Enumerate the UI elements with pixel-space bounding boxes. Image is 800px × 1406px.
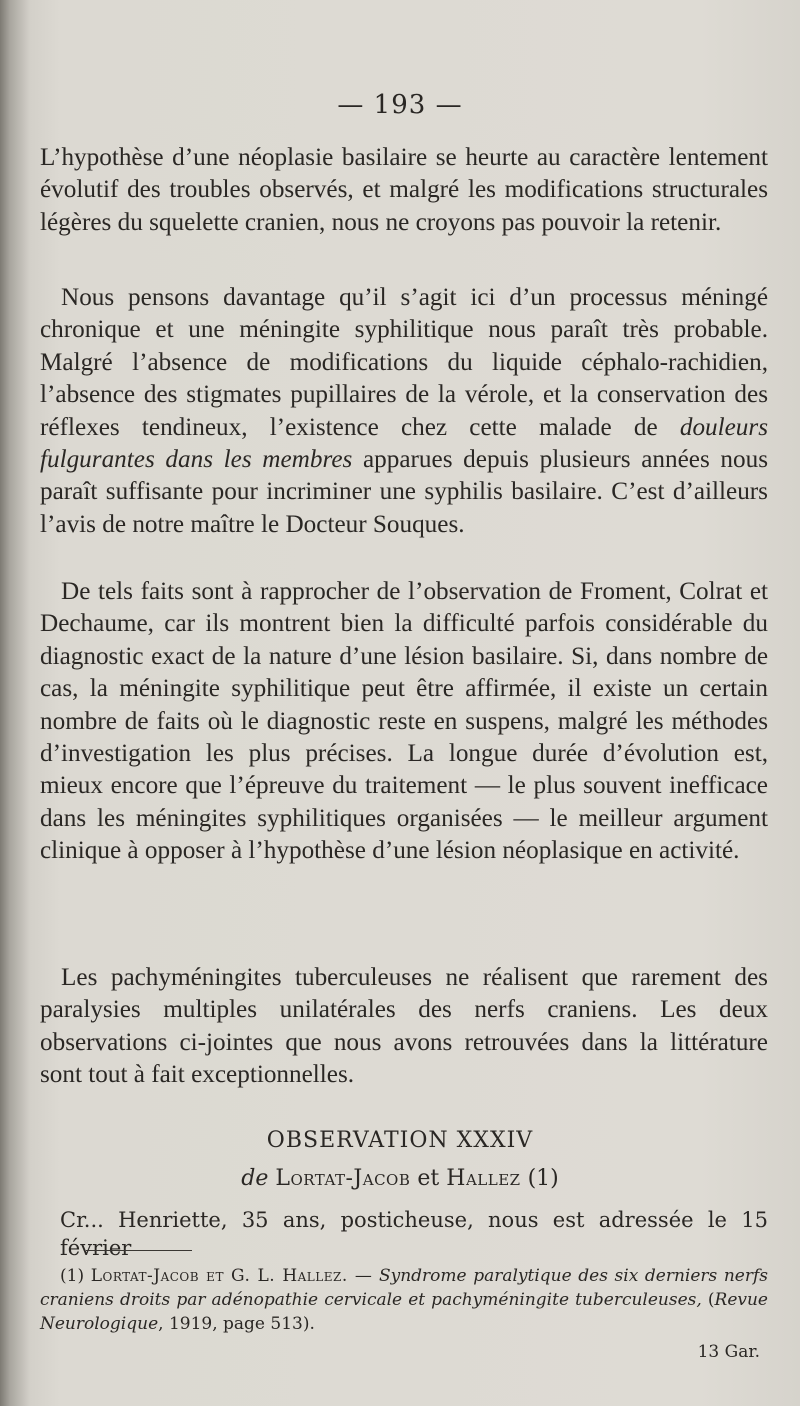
- footnote-authors: Lortat-Jacob et G. L. Hallez. —: [90, 1266, 373, 1286]
- footnote-title: Syndrome paralytique des six derniers nerfs craniens droits par adénopathie cervicale et pachyméningite tuberculeuses,: [40, 1266, 769, 1310]
- paragraph-2-start: Nous pensons davantage qu’il s’agit ici d’un processus méningé chronique et une méningite syphilitique nous paraît très probable. Malgré l’absence de modifications du liquide céphalo-rachidien, l’absence des stigmates pupillaires de la vérole, et la conservation des réflexes tendineux, l’existence chez cette malade de: [40, 284, 768, 441]
- subtitle-note-ref: (1): [527, 1166, 559, 1191]
- paragraph-2: [40, 282, 768, 541]
- paragraph-1: L’hypothèse d’une néoplasie basilaire se heurte au caractère lentement évolutif des troubles observés, et malgré les modifications structurales légères du squelette cranien, nous ne croyons pas pouvoir la retenir.: [40, 144, 768, 236]
- footnote-details: , 1919, page 513).: [158, 1314, 315, 1334]
- observation-first-line: Cr... Henriette, 35 ans, posticheuse, nous est adressée le 15 février: [60, 1208, 768, 1260]
- subtitle-author-1: Lortat-Jacob: [275, 1166, 411, 1191]
- footnote-journal: Revue Neurologique: [40, 1290, 768, 1334]
- paragraph-3: De tels faits sont à rapprocher de l’observation de Froment, Colrat et Dechaume, car ils montrent bien la difficulté parfois considérable du diagnostic exact de la nature d’une lésion basilaire. Si, dans nombre de cas, la méningite syphilitique peut être affirmée, il existe un certain nombre de faits où le diagnostic reste en suspens, malgré les méthodes d’investigation les plus précises. La longue durée d’évolution est, mieux encore que l’épreuve du traitement — le plus souvent inefficace dans les méningites syphilitiques organisées — le meilleur argument clinique à opposer à l’hypothèse d’une lésion néoplasique en activité.: [40, 578, 768, 865]
- paragraph-4: Les pachyméningites tuberculeuses ne réalisent que rarement des paralysies multiples unilatérales des nerfs craniens. Les deux observations ci-jointes que nous avons retrouvées dans la littérature sont tout à fait exceptionnelles.: [40, 964, 768, 1089]
- footnote-rule: [86, 1250, 192, 1251]
- subtitle-de: de: [241, 1166, 269, 1191]
- signature-mark: 13 Gar.: [697, 1342, 760, 1362]
- footnote-mark: (1): [60, 1266, 85, 1286]
- observation-subtitle: [0, 1166, 800, 1191]
- subtitle-author-2: Hallez: [446, 1166, 521, 1191]
- page-number: — 193 —: [337, 90, 463, 120]
- paragraph-2-end: apparues depuis plusieurs années nous paraît suffisante pour incriminer une syphilis basilaire. C’est d’ailleurs l’avis de notre maître le Docteur Souques.: [40, 446, 768, 538]
- observation-title: OBSERVATION XXXIV: [266, 1128, 534, 1153]
- subtitle-et: et: [417, 1166, 440, 1191]
- paragraph-2-italic: douleurs fulgurantes dans les membres: [40, 413, 768, 474]
- footnote-journal-open: (: [707, 1290, 715, 1310]
- footnote: [40, 1264, 768, 1336]
